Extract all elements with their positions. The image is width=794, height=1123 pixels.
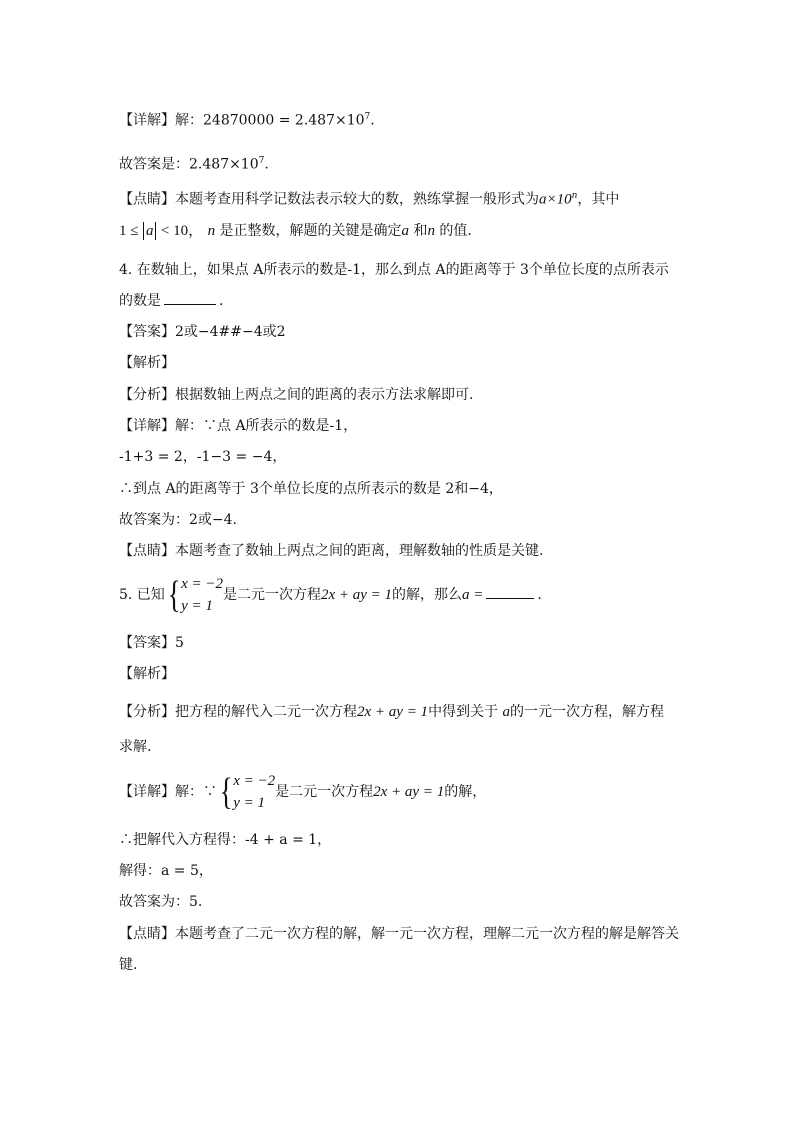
- comment-line-3: [119, 186, 619, 210]
- period: .: [370, 112, 375, 129]
- analysis-4: 【分析】根据数轴上两点之间的距离的表示方法求解即可.: [119, 387, 474, 403]
- question-5: [119, 573, 542, 617]
- detail-4-line-2: -1+3 = 2，-1−3 = −4，: [119, 449, 287, 465]
- question-text: 4. 在数轴上，如果点 A所表示的数是-1，那么到点 A的距离等于 3个单位长度的点所表示: [119, 262, 669, 278]
- detail-4-line-3: ∴到点 A的距离等于 3个单位长度的点所表示的数是 2和−4，: [119, 481, 503, 497]
- inequality-right: < 10，: [160, 223, 204, 239]
- comment-4: 【点睛】本题考查了数轴上两点之间的距离，理解数轴的性质是关键.: [119, 543, 544, 559]
- detail-text: 【详解】解：24870000 = 2.487×10: [119, 112, 365, 129]
- answer-5: 【答案】5: [119, 635, 184, 651]
- comment-5: 【点睛】本题考查了二元一次方程的解，解一元一次方程，理解二元一次方程的解是解答关: [119, 926, 679, 942]
- system-x: x = −2: [181, 576, 223, 592]
- analysis-heading-5: 【解析】: [119, 666, 175, 682]
- comment-line-3b: [119, 221, 472, 241]
- formula-ax10n: a×10: [539, 191, 572, 208]
- answer-line-3: [119, 151, 269, 175]
- question-text: 是二元一次方程: [222, 587, 321, 603]
- answer-4: 【答案】2或−4##−4或2: [119, 324, 286, 340]
- answer-blank: [164, 290, 216, 305]
- exponent: 7: [364, 112, 371, 122]
- analysis-text: 中得到关于: [428, 704, 499, 720]
- exponent: 7: [258, 156, 265, 166]
- question-4-cont: [119, 290, 223, 311]
- period: .: [264, 156, 269, 173]
- equation: 2x + ay = 1: [320, 587, 393, 603]
- detail-5-line-2: ∴把解代入方程得：-4 + a = 1，: [119, 832, 332, 848]
- analysis-text: 【分析】把方程的解代入二元一次方程: [119, 704, 357, 720]
- var-n: n: [427, 223, 435, 239]
- analysis-5: [119, 702, 664, 722]
- abs-a: a: [143, 222, 157, 240]
- equation: 2x + ay = 1: [373, 784, 445, 800]
- question-text: 的解，那么: [392, 587, 463, 603]
- comment-text-tail: 的值.: [439, 223, 472, 239]
- detail-text: 是二元一次方程: [275, 784, 374, 800]
- period: .: [219, 293, 224, 309]
- system-y: y = 1: [233, 795, 266, 811]
- detail-text: 【详解】解：∵: [119, 784, 217, 800]
- period: .: [537, 587, 542, 603]
- comment-text-tail: ，其中: [577, 191, 620, 208]
- answer-text: 故答案是：2.487×10: [119, 156, 259, 173]
- var-a-eq: a =: [462, 587, 484, 603]
- exponent-n: n: [571, 191, 578, 201]
- equation: 2x + ay = 1: [357, 704, 429, 720]
- analysis-5-cont: 求解.: [119, 739, 152, 755]
- detail-4-line-1: 【详解】解：∵点 A所表示的数是-1，: [119, 418, 358, 434]
- equation-system: [165, 573, 223, 617]
- system-x: x = −2: [233, 773, 276, 789]
- comment-text: 是正整数，解题的关键是确定: [219, 223, 402, 239]
- brace: {: [219, 771, 233, 813]
- equation-system: [217, 770, 275, 814]
- var-n: n: [207, 223, 216, 239]
- detail-5-line-3: 解得：a = 5，: [119, 863, 213, 879]
- question-text: 的数是: [119, 293, 161, 309]
- detail-line-1: [119, 107, 375, 131]
- question-4: [119, 260, 669, 280]
- var-a: a: [502, 704, 511, 720]
- var-a: a: [401, 223, 410, 239]
- comment-text: 【点睛】本题考查用科学记数法表示较大的数，熟练掌握一般形式为: [119, 191, 539, 208]
- and-text: 和: [413, 223, 428, 239]
- detail-4-line-4: 故答案为：2或−4.: [119, 512, 237, 528]
- system-y: y = 1: [181, 598, 213, 614]
- inequality-left: 1 ≤: [119, 223, 139, 239]
- brace: {: [167, 574, 181, 616]
- analysis-text-tail: 的一元一次方程，解方程: [510, 704, 665, 720]
- comment-5-cont: 键.: [119, 957, 138, 973]
- question-text: 5. 已知: [119, 587, 165, 603]
- answer-blank: [486, 584, 534, 599]
- analysis-heading-4: 【解析】: [119, 355, 175, 371]
- detail-text-tail: 的解，: [444, 784, 487, 800]
- detail-5-line-1: [119, 770, 486, 814]
- detail-5-line-4: 故答案为：5.: [119, 894, 203, 910]
